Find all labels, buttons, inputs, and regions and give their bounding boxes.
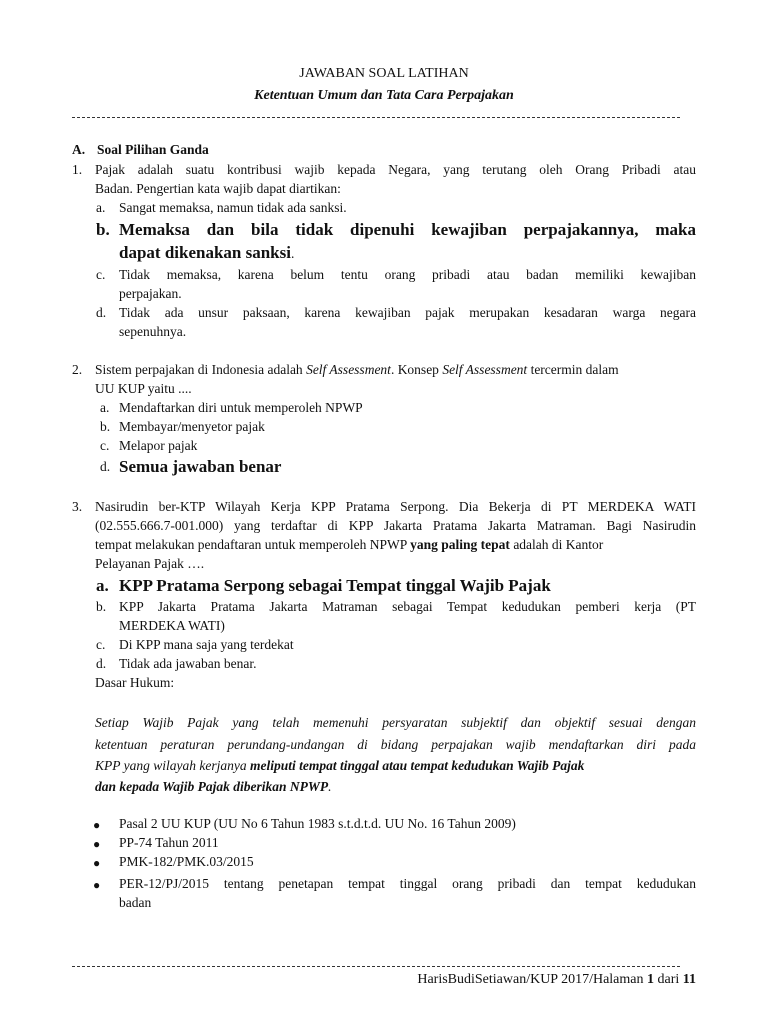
option-letter: d.: [96, 305, 107, 320]
question-1-option-b-line1: Memaksa dan bila tidak dipenuhi kewajiban perpajakannya, maka: [119, 220, 696, 239]
question-1-text-line2: Badan. Pengertian kata wajib dapat diartikan:: [95, 181, 341, 196]
question-2-text-line1: Sistem perpajakan di Indonesia adalah Self Assessment. Konsep Self Assessment tercermin dalam: [95, 362, 619, 377]
question-1-option-d-line2: sepenuhnya.: [119, 324, 187, 339]
bullet-icon: ●: [93, 856, 101, 870]
question-3-option-b-line1: KPP Jakarta Pratama Jakarta Matraman sebagai Tempat kedudukan pemberi kerja (PT: [119, 599, 696, 614]
bullet-icon: ●: [93, 818, 101, 832]
option-letter: c.: [96, 267, 106, 282]
section-marker: A.: [72, 142, 86, 157]
question-3-text-line3: tempat melakukan pendaftaran untuk memperoleh NPWP yang paling tepat adalah di Kantor: [95, 537, 604, 552]
question-2-text-line2: UU KUP yaitu ....: [95, 381, 192, 396]
legal-basis-item: PMK-182/PMK.03/2015: [119, 854, 254, 869]
question-1-option-a: Sangat memaksa, namun tidak ada sanksi.: [119, 200, 347, 215]
option-letter: a.: [100, 400, 110, 415]
option-letter: d.: [100, 459, 111, 474]
question-1-option-c-line1: Tidak memaksa, karena belum tentu orang pribadi atau badan memiliki kewajiban: [119, 267, 696, 282]
page-footer: HarisBudiSetiawan/KUP 2017/Halaman 1 dari 11: [417, 972, 696, 987]
legal-basis-item: Pasal 2 UU KUP (UU No 6 Tahun 1983 s.t.d.t.d. UU No. 16 Tahun 2009): [119, 816, 516, 831]
bullet-icon: ●: [93, 837, 101, 851]
section-label: Soal Pilihan Ganda: [97, 142, 209, 157]
question-2-option-b: Membayar/menyetor pajak: [119, 419, 265, 434]
legal-basis-item: PER-12/PJ/2015 tentang penetapan tempat tinggal orang pribadi dan tempat kedudukan: [119, 876, 696, 891]
option-letter: b.: [96, 599, 107, 614]
question-2-number: 2.: [72, 362, 83, 377]
option-letter: a.: [96, 576, 109, 595]
legal-basis-item: PP-74 Tahun 2011: [119, 835, 219, 850]
question-3-text-line1: Nasirudin ber-KTP Wilayah Kerja KPP Pratama Serpong. Dia Bekerja di PT MERDEKA WATI: [95, 499, 696, 514]
question-3-option-b-line2: MERDEKA WATI): [119, 618, 225, 633]
dasar-hukum-label: Dasar Hukum:: [95, 675, 175, 690]
top-divider: [72, 117, 680, 118]
document-subtitle: Ketentuan Umum dan Tata Cara Perpajakan: [254, 88, 514, 103]
question-3-text-line4: Pelayanan Pajak ….: [95, 556, 205, 571]
legal-quote-line4: dan kepada Wajib Pajak diberikan NPWP.: [95, 779, 332, 794]
question-2-option-d: Semua jawaban benar: [119, 457, 282, 476]
bottom-divider: [72, 966, 680, 967]
option-letter: b.: [96, 220, 110, 239]
legal-quote-line3: KPP yang wilayah kerjanya meliputi tempat tinggal atau tempat kedudukan Wajib Pajak: [95, 758, 585, 773]
question-1-option-d-line1: Tidak ada unsur paksaan, karena kewajiban pajak merupakan kesadaran warga negara: [119, 305, 696, 320]
question-1-number: 1.: [72, 162, 83, 177]
bullet-icon: ●: [93, 878, 101, 892]
option-letter: a.: [96, 200, 106, 215]
question-3-option-a: KPP Pratama Serpong sebagai Tempat tinggal Wajib Pajak: [119, 576, 551, 595]
option-letter: c.: [100, 438, 110, 453]
question-1-text-line1: Pajak adalah suatu kontribusi wajib kepada Negara, yang terutang oleh Orang Pribadi atau: [95, 162, 696, 177]
option-letter: b.: [100, 419, 111, 434]
question-1-option-b-line2: dapat dikenakan sanksi.: [119, 243, 295, 262]
option-letter: c.: [96, 637, 106, 652]
question-2-option-c: Melapor pajak: [119, 438, 198, 453]
question-3-number: 3.: [72, 499, 83, 514]
question-1-option-c-line2: perpajakan.: [119, 286, 182, 301]
document-title: JAWABAN SOAL LATIHAN: [299, 66, 469, 81]
legal-basis-item-continuation: badan: [119, 895, 152, 910]
question-3-text-line2: (02.555.666.7-001.000) yang terdaftar di KPP Jakarta Pratama Jakarta Matraman. Bagi Nasirudin: [95, 518, 696, 533]
question-3-option-c: Di KPP mana saja yang terdekat: [119, 637, 294, 652]
legal-quote-line1: Setiap Wajib Pajak yang telah memenuhi persyaratan subjektif dan objektif sesuai dengan: [95, 715, 696, 730]
question-3-option-d: Tidak ada jawaban benar.: [119, 656, 257, 671]
legal-quote-line2: ketentuan peraturan perundang-undangan di bidang perpajakan wajib mendaftarkan diri pada: [95, 737, 696, 752]
question-2-option-a: Mendaftarkan diri untuk memperoleh NPWP: [119, 400, 363, 415]
option-letter: d.: [96, 656, 107, 671]
